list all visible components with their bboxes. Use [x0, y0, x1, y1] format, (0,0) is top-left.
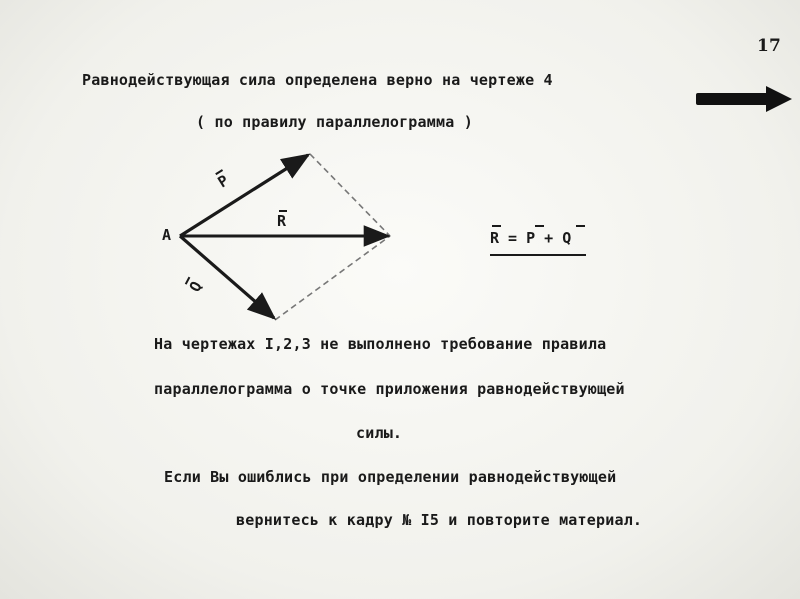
- instruction-line-1: Если Вы ошиблись при определении равнодействующей: [164, 468, 617, 486]
- dashed-edge-bottom: [275, 236, 390, 320]
- parallelogram-diagram: [150, 140, 410, 340]
- dashed-edge-top: [310, 154, 390, 236]
- formula-svg: [490, 220, 586, 254]
- vector-p-label: P: [214, 171, 232, 192]
- formula-text: R = P + Q: [490, 229, 572, 247]
- vector-p: [180, 155, 308, 236]
- formula: [490, 220, 586, 256]
- explanation-line-1: На чертежах I,2,3 не выполнено требование правила: [154, 335, 607, 353]
- page-subtitle: ( по правилу параллелограмма ): [196, 113, 473, 131]
- instruction-line-2: вернитесь к кадру № I5 и повторите материал.: [236, 511, 643, 529]
- vector-r-label: R: [277, 212, 287, 230]
- point-a-label: A: [162, 226, 172, 244]
- explanation-line-3: силы.: [356, 424, 403, 442]
- frame-number: 17: [757, 36, 782, 56]
- vector-q-label: Q: [185, 278, 206, 295]
- vector-q: [180, 236, 274, 318]
- explanation-line-2: параллелограмма о точке приложения равнодействующей: [154, 380, 625, 398]
- arrow-right-icon[interactable]: [696, 86, 792, 112]
- page-title: Равнодействующая сила определена верно на чертеже 4: [82, 71, 553, 89]
